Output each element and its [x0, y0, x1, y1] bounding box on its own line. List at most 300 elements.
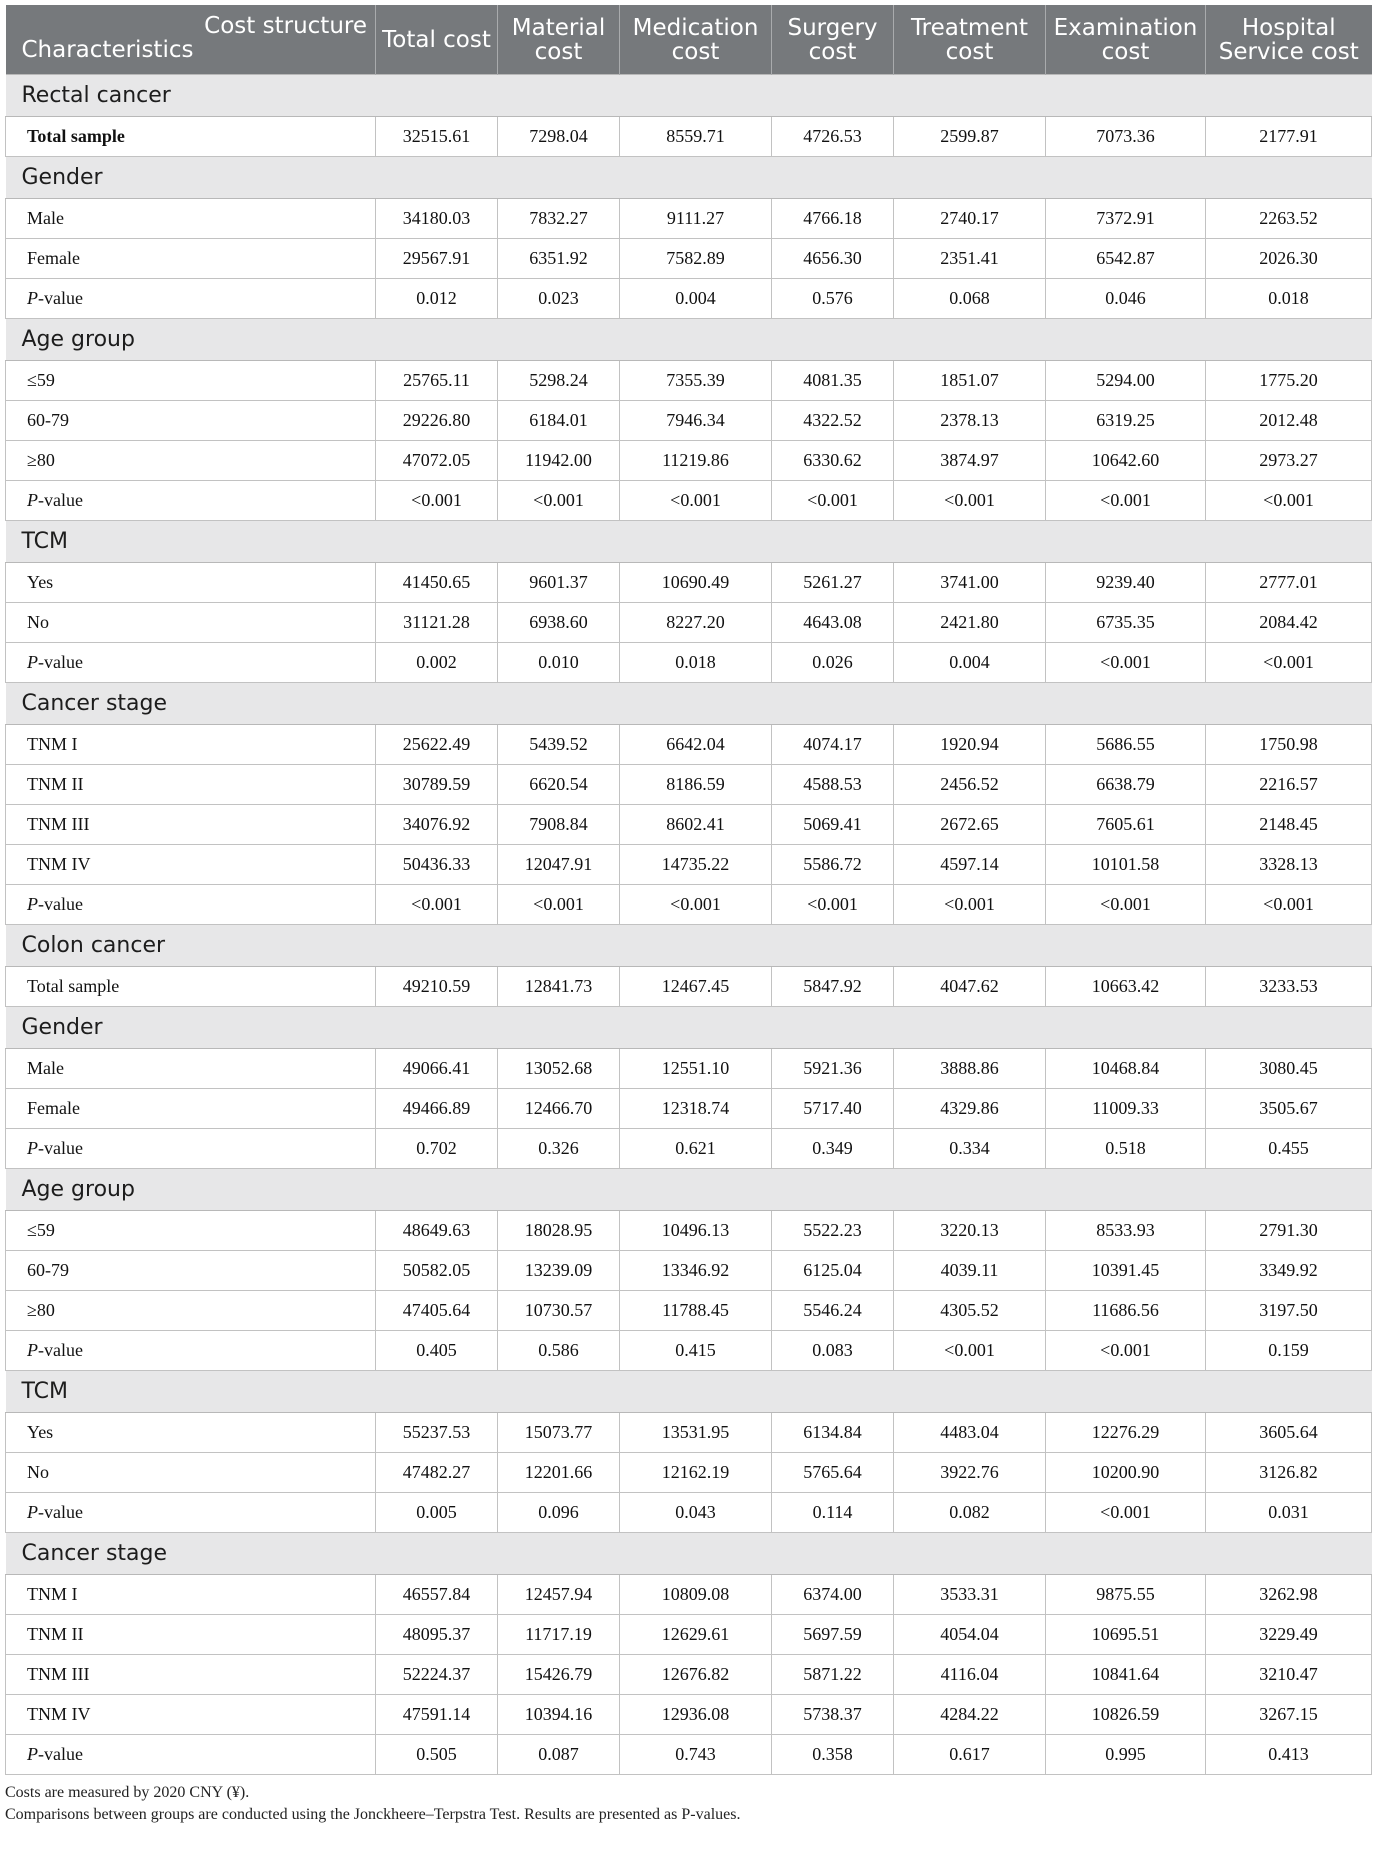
table-cell: 8533.93 — [1046, 1211, 1206, 1251]
row-label-text: -value — [38, 1138, 83, 1158]
table-cell: 4047.62 — [894, 967, 1046, 1007]
row-label-text: No — [27, 612, 49, 632]
table-cell: 13531.95 — [620, 1413, 772, 1453]
table-cell: 8559.71 — [620, 117, 772, 157]
p-italic-prefix: P — [27, 1744, 38, 1764]
table-cell: 9875.55 — [1046, 1575, 1206, 1615]
row-label-text: ≥80 — [27, 1300, 55, 1320]
table-row — [6, 1331, 1372, 1371]
table-cell: 12276.29 — [1046, 1413, 1206, 1453]
section-label: Rectal cancer — [6, 75, 1372, 117]
table-cell: 4116.04 — [894, 1655, 1046, 1695]
table-cell: <0.001 — [1206, 643, 1372, 683]
section-label: Cancer stage — [6, 1533, 1372, 1575]
table-cell: 14735.22 — [620, 845, 772, 885]
section-row — [6, 1533, 1372, 1575]
table-cell: 12457.94 — [498, 1575, 620, 1615]
table-cell: 12466.70 — [498, 1089, 620, 1129]
table-cell: 34180.03 — [376, 199, 498, 239]
table-cell: <0.001 — [376, 885, 498, 925]
table-cell: <0.001 — [498, 885, 620, 925]
row-label-text: 60-79 — [27, 1260, 69, 1280]
table-row — [6, 967, 1372, 1007]
table-cell: 7355.39 — [620, 361, 772, 401]
section-row — [6, 521, 1372, 563]
table-cell: 2263.52 — [1206, 199, 1372, 239]
row-label — [6, 117, 376, 157]
table-cell: 50436.33 — [376, 845, 498, 885]
table-cell: 2012.48 — [1206, 401, 1372, 441]
table-cell: 6351.92 — [498, 239, 620, 279]
row-label — [6, 563, 376, 603]
row-label-text: TNM I — [27, 734, 78, 754]
table-cell: 12201.66 — [498, 1453, 620, 1493]
table-cell: 0.334 — [894, 1129, 1046, 1169]
row-label-text: ≤59 — [27, 1220, 55, 1240]
table-cell: 2599.87 — [894, 117, 1046, 157]
table-cell: 11219.86 — [620, 441, 772, 481]
p-italic-prefix: P — [27, 1340, 38, 1360]
row-label — [6, 603, 376, 643]
table-cell: 48095.37 — [376, 1615, 498, 1655]
table-cell: 13052.68 — [498, 1049, 620, 1089]
table-cell: 0.082 — [894, 1493, 1046, 1533]
table-cell: 10391.45 — [1046, 1251, 1206, 1291]
section-label: Colon cancer — [6, 925, 1372, 967]
section-label: Cancer stage — [6, 683, 1372, 725]
row-label-text: TNM I — [27, 1584, 78, 1604]
table-cell: 2084.42 — [1206, 603, 1372, 643]
corner-label-cost-structure: Cost structure — [204, 13, 367, 39]
row-label-text: ≥80 — [27, 450, 55, 470]
row-label-text: -value — [38, 1340, 83, 1360]
table-cell: 6642.04 — [620, 725, 772, 765]
row-label — [6, 1735, 376, 1775]
table-cell: 4597.14 — [894, 845, 1046, 885]
table-cell: 11942.00 — [498, 441, 620, 481]
row-label-text: -value — [38, 652, 83, 672]
table-cell: 10496.13 — [620, 1211, 772, 1251]
row-label — [6, 481, 376, 521]
table-cell: 2177.91 — [1206, 117, 1372, 157]
table-cell: 6184.01 — [498, 401, 620, 441]
table-row — [6, 441, 1372, 481]
table-cell: 10841.64 — [1046, 1655, 1206, 1695]
table-cell: 3533.31 — [894, 1575, 1046, 1615]
note-method: Comparisons between groups are conducted using the Jonckheere–Terpstra Test. Results are presented as P-values. — [5, 1806, 741, 1823]
table-cell: 0.018 — [1206, 279, 1372, 319]
table-row — [6, 117, 1372, 157]
table-cell: 3080.45 — [1206, 1049, 1372, 1089]
table-cell: 1775.20 — [1206, 361, 1372, 401]
table-cell: 0.046 — [1046, 279, 1206, 319]
table-row — [6, 361, 1372, 401]
table-cell: 11686.56 — [1046, 1291, 1206, 1331]
section-row — [6, 319, 1372, 361]
table-cell: 0.358 — [772, 1735, 894, 1775]
table-cell: 32515.61 — [376, 117, 498, 157]
section-row — [6, 157, 1372, 199]
table-cell: 10809.08 — [620, 1575, 772, 1615]
section-row — [6, 925, 1372, 967]
table-cell: 0.621 — [620, 1129, 772, 1169]
table-row — [6, 1291, 1372, 1331]
table-cell: 12629.61 — [620, 1615, 772, 1655]
table-cell: 5294.00 — [1046, 361, 1206, 401]
table-cell: <0.001 — [772, 885, 894, 925]
row-label — [6, 1615, 376, 1655]
table-cell: 4039.11 — [894, 1251, 1046, 1291]
row-label — [6, 1575, 376, 1615]
row-label — [6, 441, 376, 481]
row-label-text: Male — [27, 208, 64, 228]
table-cell: <0.001 — [1046, 1331, 1206, 1371]
table-cell: 7582.89 — [620, 239, 772, 279]
table-cell: 2351.41 — [894, 239, 1046, 279]
table-cell: 12318.74 — [620, 1089, 772, 1129]
table-cell: 47405.64 — [376, 1291, 498, 1331]
row-label — [6, 1129, 376, 1169]
section-row — [6, 1371, 1372, 1413]
table-cell: <0.001 — [772, 481, 894, 521]
table-cell: 2378.13 — [894, 401, 1046, 441]
table-cell: 5717.40 — [772, 1089, 894, 1129]
table-cell: 10200.90 — [1046, 1453, 1206, 1493]
table-cell: 10826.59 — [1046, 1695, 1206, 1735]
table-cell: 3741.00 — [894, 563, 1046, 603]
table-cell: 3874.97 — [894, 441, 1046, 481]
row-label — [6, 1493, 376, 1533]
table-row — [6, 1251, 1372, 1291]
table-cell: 9239.40 — [1046, 563, 1206, 603]
table-cell: 0.617 — [894, 1735, 1046, 1775]
row-label-text: Total sample — [27, 976, 120, 996]
table-cell: 4054.04 — [894, 1615, 1046, 1655]
table-cell: 10663.42 — [1046, 967, 1206, 1007]
table-cell: 48649.63 — [376, 1211, 498, 1251]
table-cell: 25765.11 — [376, 361, 498, 401]
row-label-text: TNM IV — [27, 854, 91, 874]
row-label — [6, 643, 376, 683]
table-row — [6, 1493, 1372, 1533]
row-label-text: Yes — [27, 572, 54, 592]
table-cell: 15426.79 — [498, 1655, 620, 1695]
section-label: Age group — [6, 319, 1372, 361]
row-label — [6, 1049, 376, 1089]
table-cell: 0.702 — [376, 1129, 498, 1169]
table-row — [6, 1453, 1372, 1493]
column-header: Surgery cost — [772, 5, 894, 75]
table-cell: 0.031 — [1206, 1493, 1372, 1533]
table-cell: 6134.84 — [772, 1413, 894, 1453]
table-cell: 0.005 — [376, 1493, 498, 1533]
table-cell: 0.349 — [772, 1129, 894, 1169]
p-italic-prefix: P — [27, 1502, 38, 1522]
table-cell: 5697.59 — [772, 1615, 894, 1655]
table-cell: 12047.91 — [498, 845, 620, 885]
table-cell: 2421.80 — [894, 603, 1046, 643]
table-cell: 7908.84 — [498, 805, 620, 845]
table-cell: 7605.61 — [1046, 805, 1206, 845]
table-cell: 3328.13 — [1206, 845, 1372, 885]
table-notes — [5, 1782, 1371, 1826]
table-cell: 5069.41 — [772, 805, 894, 845]
corner-header-cell — [6, 5, 376, 75]
table-cell: 0.326 — [498, 1129, 620, 1169]
table-row — [6, 1575, 1372, 1615]
table-cell: 6125.04 — [772, 1251, 894, 1291]
table-cell: 1750.98 — [1206, 725, 1372, 765]
table-cell: 49066.41 — [376, 1049, 498, 1089]
row-label — [6, 765, 376, 805]
table-cell: 7298.04 — [498, 117, 620, 157]
table-cell: 6638.79 — [1046, 765, 1206, 805]
row-label — [6, 1211, 376, 1251]
p-italic-prefix: P — [27, 652, 38, 672]
table-cell: 29226.80 — [376, 401, 498, 441]
table-cell: 10394.16 — [498, 1695, 620, 1735]
table-cell: 0.586 — [498, 1331, 620, 1371]
table-cell: <0.001 — [1046, 481, 1206, 521]
table-cell: <0.001 — [1046, 1493, 1206, 1533]
section-row — [6, 1007, 1372, 1049]
table-cell: <0.001 — [1206, 481, 1372, 521]
column-header: Total cost — [376, 5, 498, 75]
table-cell: 5871.22 — [772, 1655, 894, 1695]
table-cell: 5686.55 — [1046, 725, 1206, 765]
note-currency: Costs are measured by 2020 CNY (¥). — [5, 1784, 250, 1801]
table-cell: <0.001 — [620, 481, 772, 521]
table-row — [6, 1049, 1372, 1089]
table-cell: 3349.92 — [1206, 1251, 1372, 1291]
table-cell: 11788.45 — [620, 1291, 772, 1331]
row-label-text: TNM III — [27, 814, 90, 834]
table-row — [6, 725, 1372, 765]
row-label — [6, 1251, 376, 1291]
row-label-text: Female — [27, 1098, 80, 1118]
row-label-text: No — [27, 1462, 49, 1482]
table-row — [6, 1089, 1372, 1129]
section-label: Gender — [6, 157, 1372, 199]
p-italic-prefix: P — [27, 1138, 38, 1158]
table-cell: <0.001 — [498, 481, 620, 521]
table-cell: 11717.19 — [498, 1615, 620, 1655]
table-cell: 8602.41 — [620, 805, 772, 845]
row-label — [6, 1413, 376, 1453]
table-cell: 0.023 — [498, 279, 620, 319]
table-cell: 6938.60 — [498, 603, 620, 643]
table-cell: 30789.59 — [376, 765, 498, 805]
row-label-text: 60-79 — [27, 410, 69, 430]
table-cell: 5546.24 — [772, 1291, 894, 1331]
corner-label-characteristics: Characteristics — [21, 37, 194, 63]
table-cell: 3605.64 — [1206, 1413, 1372, 1453]
column-header: Treatment cost — [894, 5, 1046, 75]
table-row — [6, 1735, 1372, 1775]
row-label-text: Yes — [27, 1422, 54, 1442]
table-cell: 5921.36 — [772, 1049, 894, 1089]
table-row — [6, 1413, 1372, 1453]
table-cell: <0.001 — [894, 481, 1046, 521]
table-cell: 0.018 — [620, 643, 772, 683]
table-cell: 4726.53 — [772, 117, 894, 157]
table-cell: 0.415 — [620, 1331, 772, 1371]
row-label — [6, 401, 376, 441]
table-cell: 6374.00 — [772, 1575, 894, 1615]
table-cell: 3922.76 — [894, 1453, 1046, 1493]
cost-structure-table — [5, 5, 1372, 1775]
table-cell: 2973.27 — [1206, 441, 1372, 481]
table-cell: 0.010 — [498, 643, 620, 683]
row-label — [6, 1655, 376, 1695]
table-cell: <0.001 — [1206, 885, 1372, 925]
table-cell: <0.001 — [894, 1331, 1046, 1371]
table-cell: 31121.28 — [376, 603, 498, 643]
table-cell: 0.995 — [1046, 1735, 1206, 1775]
table-cell: 3262.98 — [1206, 1575, 1372, 1615]
table-cell: 0.455 — [1206, 1129, 1372, 1169]
table-cell: 3210.47 — [1206, 1655, 1372, 1695]
table-cell: 46557.84 — [376, 1575, 498, 1615]
table-cell: <0.001 — [376, 481, 498, 521]
table-cell: 3267.15 — [1206, 1695, 1372, 1735]
table-row — [6, 805, 1372, 845]
p-italic-prefix: P — [27, 288, 38, 308]
table-cell: 5298.24 — [498, 361, 620, 401]
table-cell: 3229.49 — [1206, 1615, 1372, 1655]
table-body — [6, 75, 1372, 1775]
cost-table-document — [5, 5, 1371, 1826]
row-label-text: TNM II — [27, 1624, 84, 1644]
table-cell: 5738.37 — [772, 1695, 894, 1735]
row-label — [6, 1695, 376, 1735]
column-header: Examination cost — [1046, 5, 1206, 75]
row-label — [6, 885, 376, 925]
table-cell: 4766.18 — [772, 199, 894, 239]
row-label — [6, 1453, 376, 1493]
table-row — [6, 765, 1372, 805]
row-label — [6, 967, 376, 1007]
row-label-text: Total sample — [27, 126, 125, 146]
p-italic-prefix: P — [27, 894, 38, 914]
row-label-text: -value — [38, 1502, 83, 1522]
row-label-text: TNM IV — [27, 1704, 91, 1724]
table-cell: 10468.84 — [1046, 1049, 1206, 1089]
table-cell: 5847.92 — [772, 967, 894, 1007]
p-italic-prefix: P — [27, 490, 38, 510]
row-label — [6, 725, 376, 765]
table-cell: 0.743 — [620, 1735, 772, 1775]
table-cell: 10101.58 — [1046, 845, 1206, 885]
table-cell: 18028.95 — [498, 1211, 620, 1251]
row-label-text: TNM III — [27, 1664, 90, 1684]
table-row — [6, 401, 1372, 441]
table-cell: 5261.27 — [772, 563, 894, 603]
row-label — [6, 199, 376, 239]
table-cell: 2740.17 — [894, 199, 1046, 239]
table-cell: 3197.50 — [1206, 1291, 1372, 1331]
table-cell: 4284.22 — [894, 1695, 1046, 1735]
section-label: TCM — [6, 1371, 1372, 1413]
table-cell: 12162.19 — [620, 1453, 772, 1493]
table-cell: 0.405 — [376, 1331, 498, 1371]
table-row — [6, 239, 1372, 279]
section-row — [6, 75, 1372, 117]
row-label — [6, 1291, 376, 1331]
table-cell: 0.576 — [772, 279, 894, 319]
table-cell: 2672.65 — [894, 805, 1046, 845]
table-row — [6, 563, 1372, 603]
table-cell: 9111.27 — [620, 199, 772, 239]
column-header: Medication cost — [620, 5, 772, 75]
table-cell: 0.096 — [498, 1493, 620, 1533]
table-cell: 12841.73 — [498, 967, 620, 1007]
table-row — [6, 199, 1372, 239]
table-cell: 2026.30 — [1206, 239, 1372, 279]
table-cell: 8227.20 — [620, 603, 772, 643]
table-cell: 5439.52 — [498, 725, 620, 765]
row-label-text: -value — [38, 1744, 83, 1764]
table-cell: 49466.89 — [376, 1089, 498, 1129]
row-label-text: Male — [27, 1058, 64, 1078]
table-cell: 4074.17 — [772, 725, 894, 765]
table-row — [6, 279, 1372, 319]
section-row — [6, 1169, 1372, 1211]
table-cell: 3505.67 — [1206, 1089, 1372, 1129]
column-header: Material cost — [498, 5, 620, 75]
table-row — [6, 1695, 1372, 1735]
table-row — [6, 1129, 1372, 1169]
table-cell: 2791.30 — [1206, 1211, 1372, 1251]
section-label: Gender — [6, 1007, 1372, 1049]
table-cell: 0.068 — [894, 279, 1046, 319]
table-cell: 15073.77 — [498, 1413, 620, 1453]
table-row — [6, 643, 1372, 683]
table-cell: 11009.33 — [1046, 1089, 1206, 1129]
section-row — [6, 683, 1372, 725]
table-cell: 0.114 — [772, 1493, 894, 1533]
table-cell: 8186.59 — [620, 765, 772, 805]
table-cell: 4643.08 — [772, 603, 894, 643]
table-cell: 6330.62 — [772, 441, 894, 481]
table-cell: 0.002 — [376, 643, 498, 683]
table-cell: 2456.52 — [894, 765, 1046, 805]
table-cell: 47482.27 — [376, 1453, 498, 1493]
table-cell: 5522.23 — [772, 1211, 894, 1251]
table-cell: 0.505 — [376, 1735, 498, 1775]
section-label: Age group — [6, 1169, 1372, 1211]
table-cell: 12676.82 — [620, 1655, 772, 1695]
table-cell: 2216.57 — [1206, 765, 1372, 805]
table-row — [6, 845, 1372, 885]
table-cell: 7073.36 — [1046, 117, 1206, 157]
table-cell: 5586.72 — [772, 845, 894, 885]
table-cell: 0.087 — [498, 1735, 620, 1775]
table-cell: 25622.49 — [376, 725, 498, 765]
row-label-text: ≤59 — [27, 370, 55, 390]
table-cell: 52224.37 — [376, 1655, 498, 1695]
table-cell: 6542.87 — [1046, 239, 1206, 279]
table-cell: 10642.60 — [1046, 441, 1206, 481]
table-cell: 12936.08 — [620, 1695, 772, 1735]
table-cell: 6620.54 — [498, 765, 620, 805]
table-cell: 7372.91 — [1046, 199, 1206, 239]
table-cell: 3888.86 — [894, 1049, 1046, 1089]
row-label — [6, 239, 376, 279]
header-row — [6, 5, 1372, 75]
table-cell: 2777.01 — [1206, 563, 1372, 603]
table-cell: 6735.35 — [1046, 603, 1206, 643]
